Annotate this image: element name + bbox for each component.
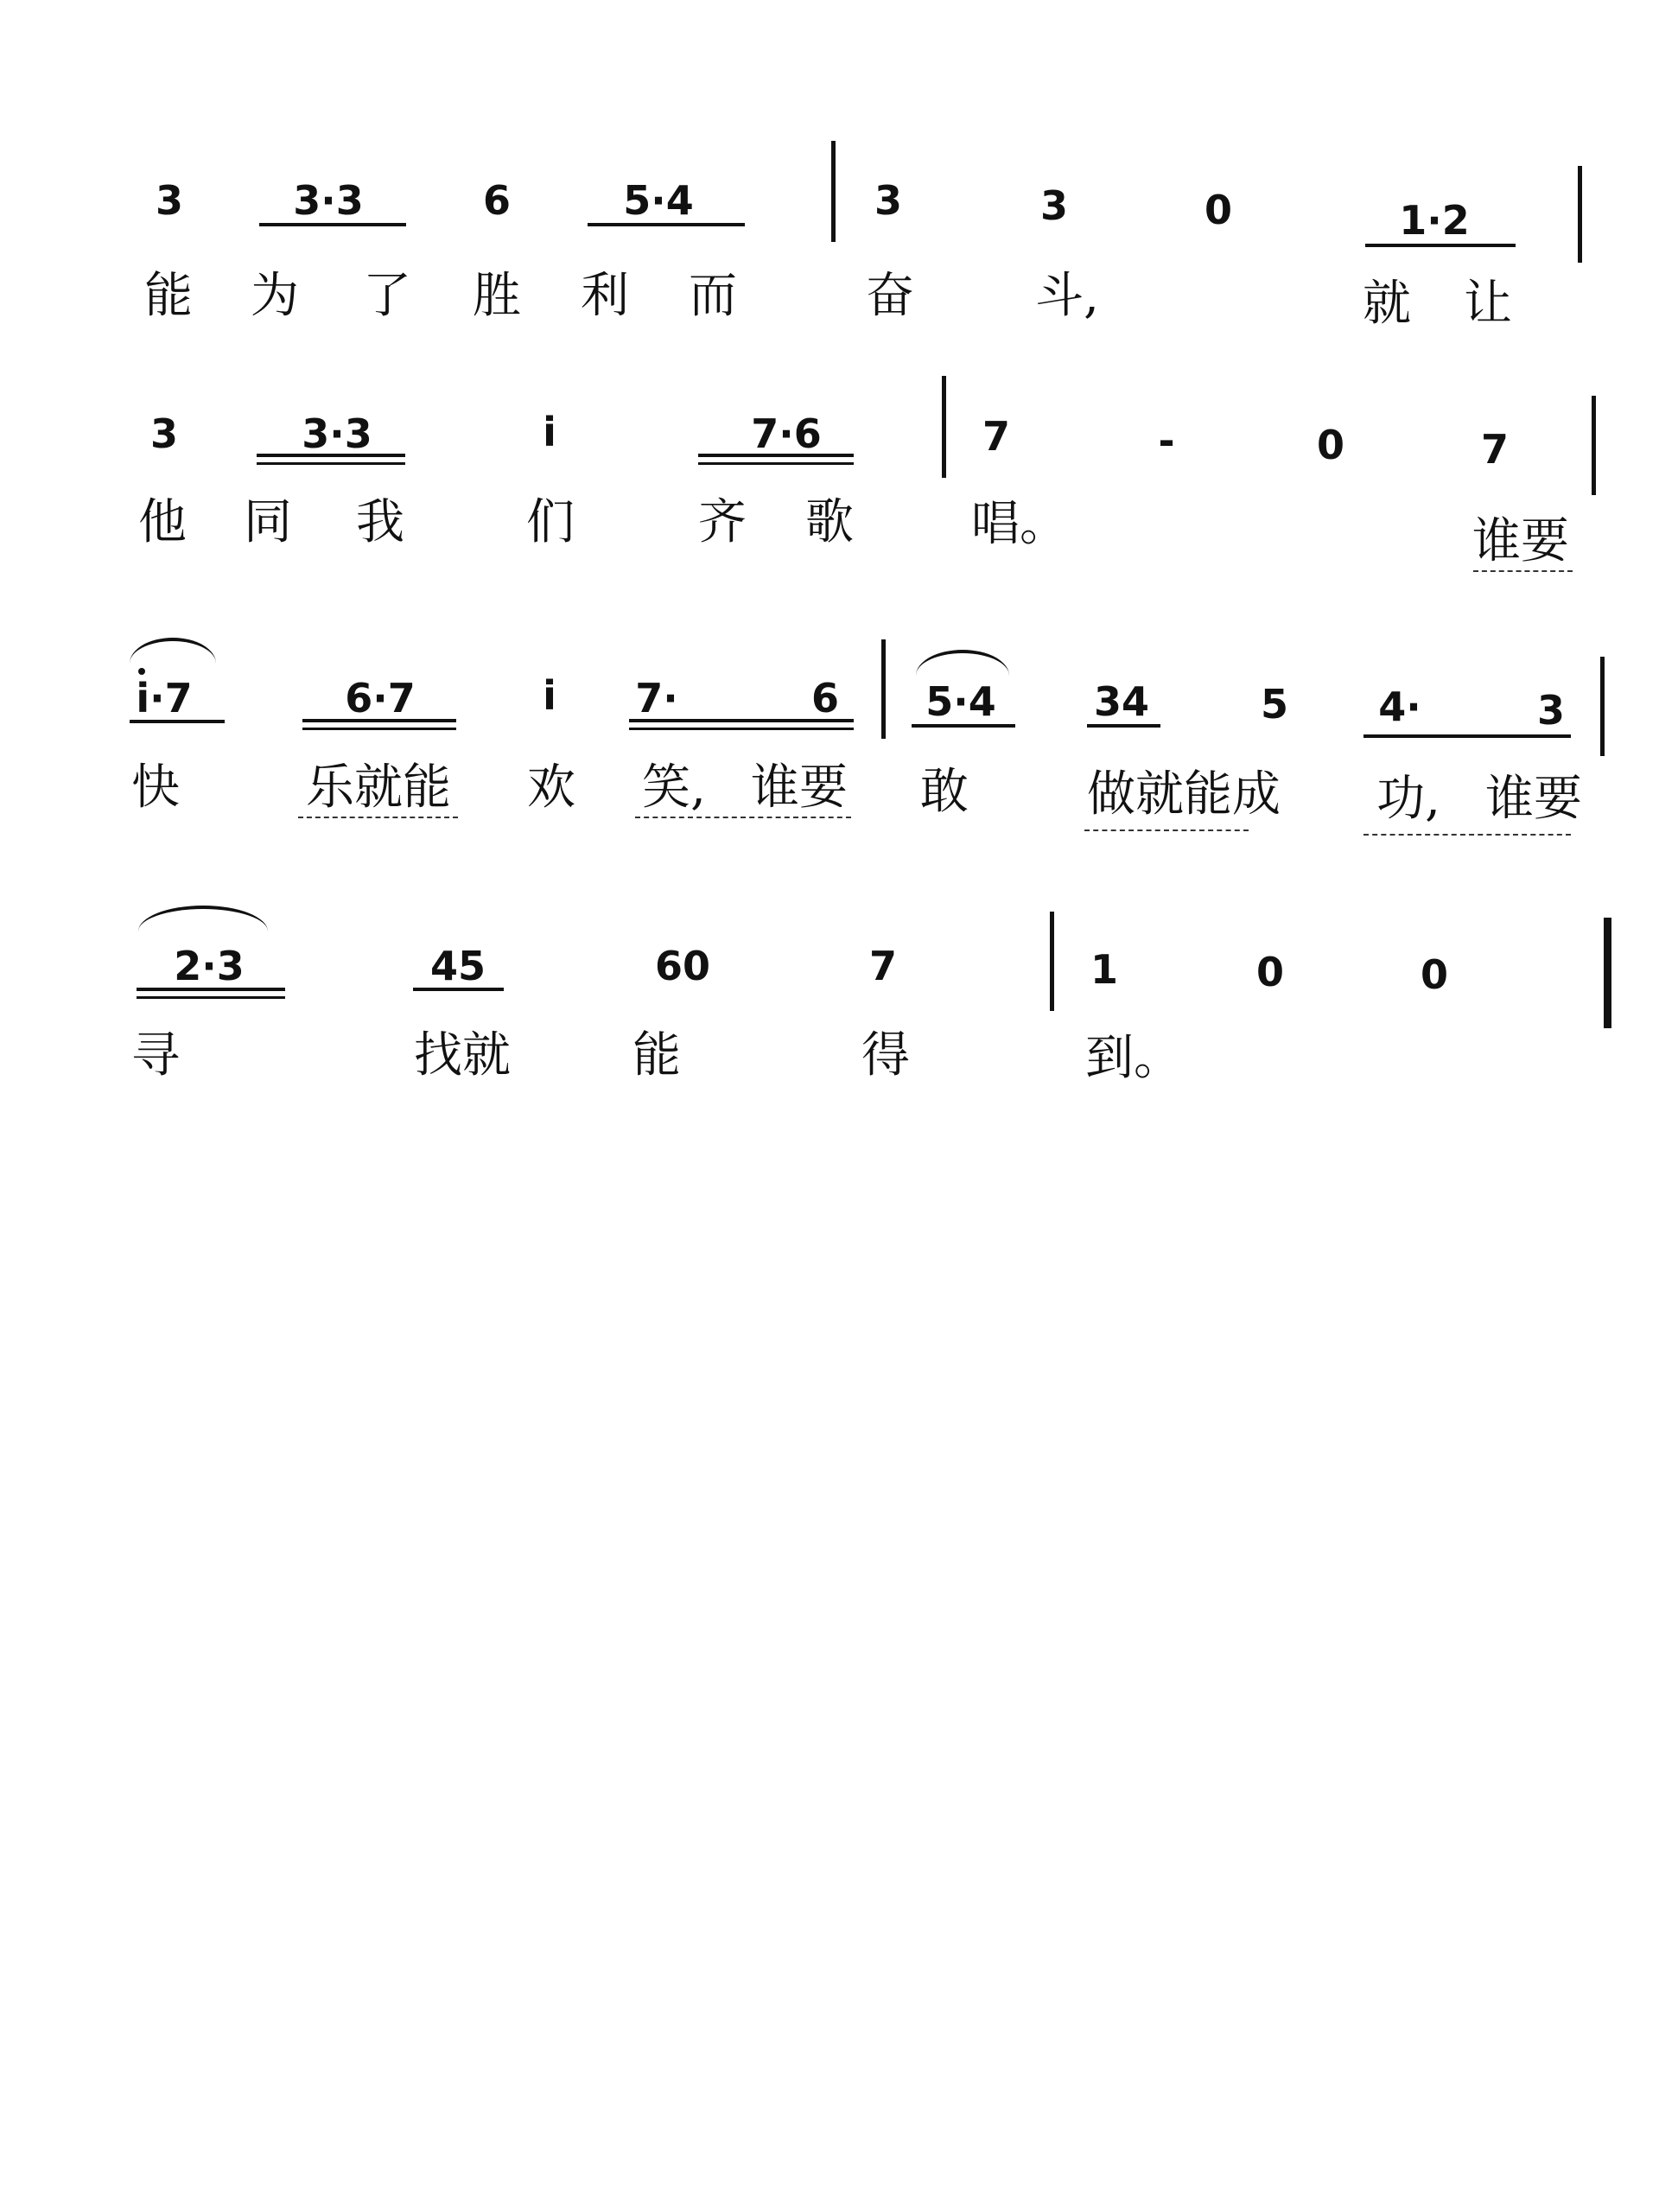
note: 6 (482, 177, 512, 224)
barline (1600, 657, 1605, 756)
lyric: 齐 (698, 494, 747, 550)
final-barline (1604, 918, 1611, 1028)
high-octave-dot (138, 668, 145, 675)
barline (942, 376, 946, 478)
underline (130, 720, 225, 723)
lyric: 为 (251, 268, 299, 324)
note: 34 (1093, 678, 1150, 725)
lyric: 到。 (1085, 1030, 1182, 1086)
note: 4· (1378, 683, 1421, 730)
lyric: 他 (138, 494, 187, 550)
underline (1365, 244, 1516, 247)
lyric: 了 (363, 268, 411, 324)
note: 5·4 (925, 678, 996, 725)
note: 0 (1204, 187, 1233, 233)
note: 1·2 (1399, 197, 1470, 244)
double-underline (137, 988, 285, 991)
lyric-underline (298, 817, 458, 818)
lyric: 而 (689, 268, 737, 324)
underline (413, 988, 504, 991)
lyric: 能 (144, 268, 193, 324)
double-underline (698, 454, 854, 457)
lyric: 胜 (473, 268, 521, 324)
double-underline (629, 719, 854, 722)
barline (831, 141, 836, 242)
lyric: 笑, (642, 760, 706, 816)
lyric: 唱。 (971, 496, 1068, 552)
lyric-underline (1473, 570, 1573, 572)
lyric: 同 (244, 494, 292, 550)
note: 6 (810, 675, 840, 721)
lyric: 寻 (131, 1027, 180, 1084)
underline (912, 724, 1015, 728)
note: 0 (1420, 951, 1449, 998)
note: 6·7 (345, 675, 416, 721)
note: 7 (868, 943, 898, 989)
lyric: 们 (526, 494, 575, 550)
lyric: 快 (131, 760, 180, 816)
note: 5·4 (623, 177, 694, 224)
lyric: 欢 (527, 760, 575, 816)
note: 0 (1255, 949, 1285, 995)
lyric-underline (635, 817, 851, 818)
note: 3 (1536, 687, 1566, 734)
lyric: 斗, (1035, 268, 1099, 324)
underline (1363, 734, 1571, 738)
note: 7 (1480, 426, 1510, 473)
note: 7 (982, 413, 1011, 460)
note: i (543, 409, 556, 455)
lyric: 能 (632, 1027, 681, 1084)
note: i (543, 672, 556, 719)
note: i·7 (136, 675, 193, 721)
lyric: 找就 (414, 1027, 511, 1084)
note: 2·3 (174, 943, 245, 989)
lyric: 乐就能 (306, 760, 451, 816)
lyric: 利 (581, 268, 629, 324)
lyric: 功, (1376, 771, 1440, 827)
note: 3 (155, 177, 184, 224)
slur (916, 650, 1009, 676)
note: 1 (1090, 946, 1119, 993)
lyric-underline (1084, 830, 1249, 831)
barline (1592, 396, 1596, 495)
double-underline (257, 454, 405, 457)
underline (588, 223, 745, 226)
note: 3 (874, 177, 903, 224)
note: - (1158, 417, 1175, 464)
barline (1578, 166, 1582, 263)
lyric: 我 (356, 494, 404, 550)
lyric: 得 (861, 1027, 910, 1084)
lyric: 让 (1464, 276, 1512, 332)
note: 3 (1039, 182, 1069, 229)
slur (130, 638, 216, 664)
note: 7·6 (751, 410, 822, 457)
barline (881, 639, 886, 739)
underline (1087, 724, 1160, 728)
note: 7· (635, 675, 678, 721)
note: 3·3 (302, 410, 372, 457)
note: 5 (1260, 681, 1289, 728)
lyric: 做就能成 (1087, 766, 1281, 823)
note: 0 (1316, 422, 1345, 468)
slur (138, 906, 268, 931)
lyric: 就 (1363, 276, 1411, 332)
lyric-underline (1363, 834, 1571, 836)
note: 45 (429, 943, 486, 989)
lyric: 歌 (805, 494, 854, 550)
barline (1050, 912, 1054, 1011)
lyric: 谁要 (751, 760, 848, 816)
note: 60 (654, 943, 711, 989)
lyric: 奋 (866, 268, 914, 324)
lyric: 谁要 (1485, 771, 1582, 827)
underline (259, 223, 406, 226)
note: 3 (149, 410, 179, 457)
lyric: 敢 (920, 764, 969, 820)
double-underline (302, 719, 456, 722)
lyric: 谁要 (1472, 513, 1569, 569)
note: 3·3 (293, 177, 364, 224)
